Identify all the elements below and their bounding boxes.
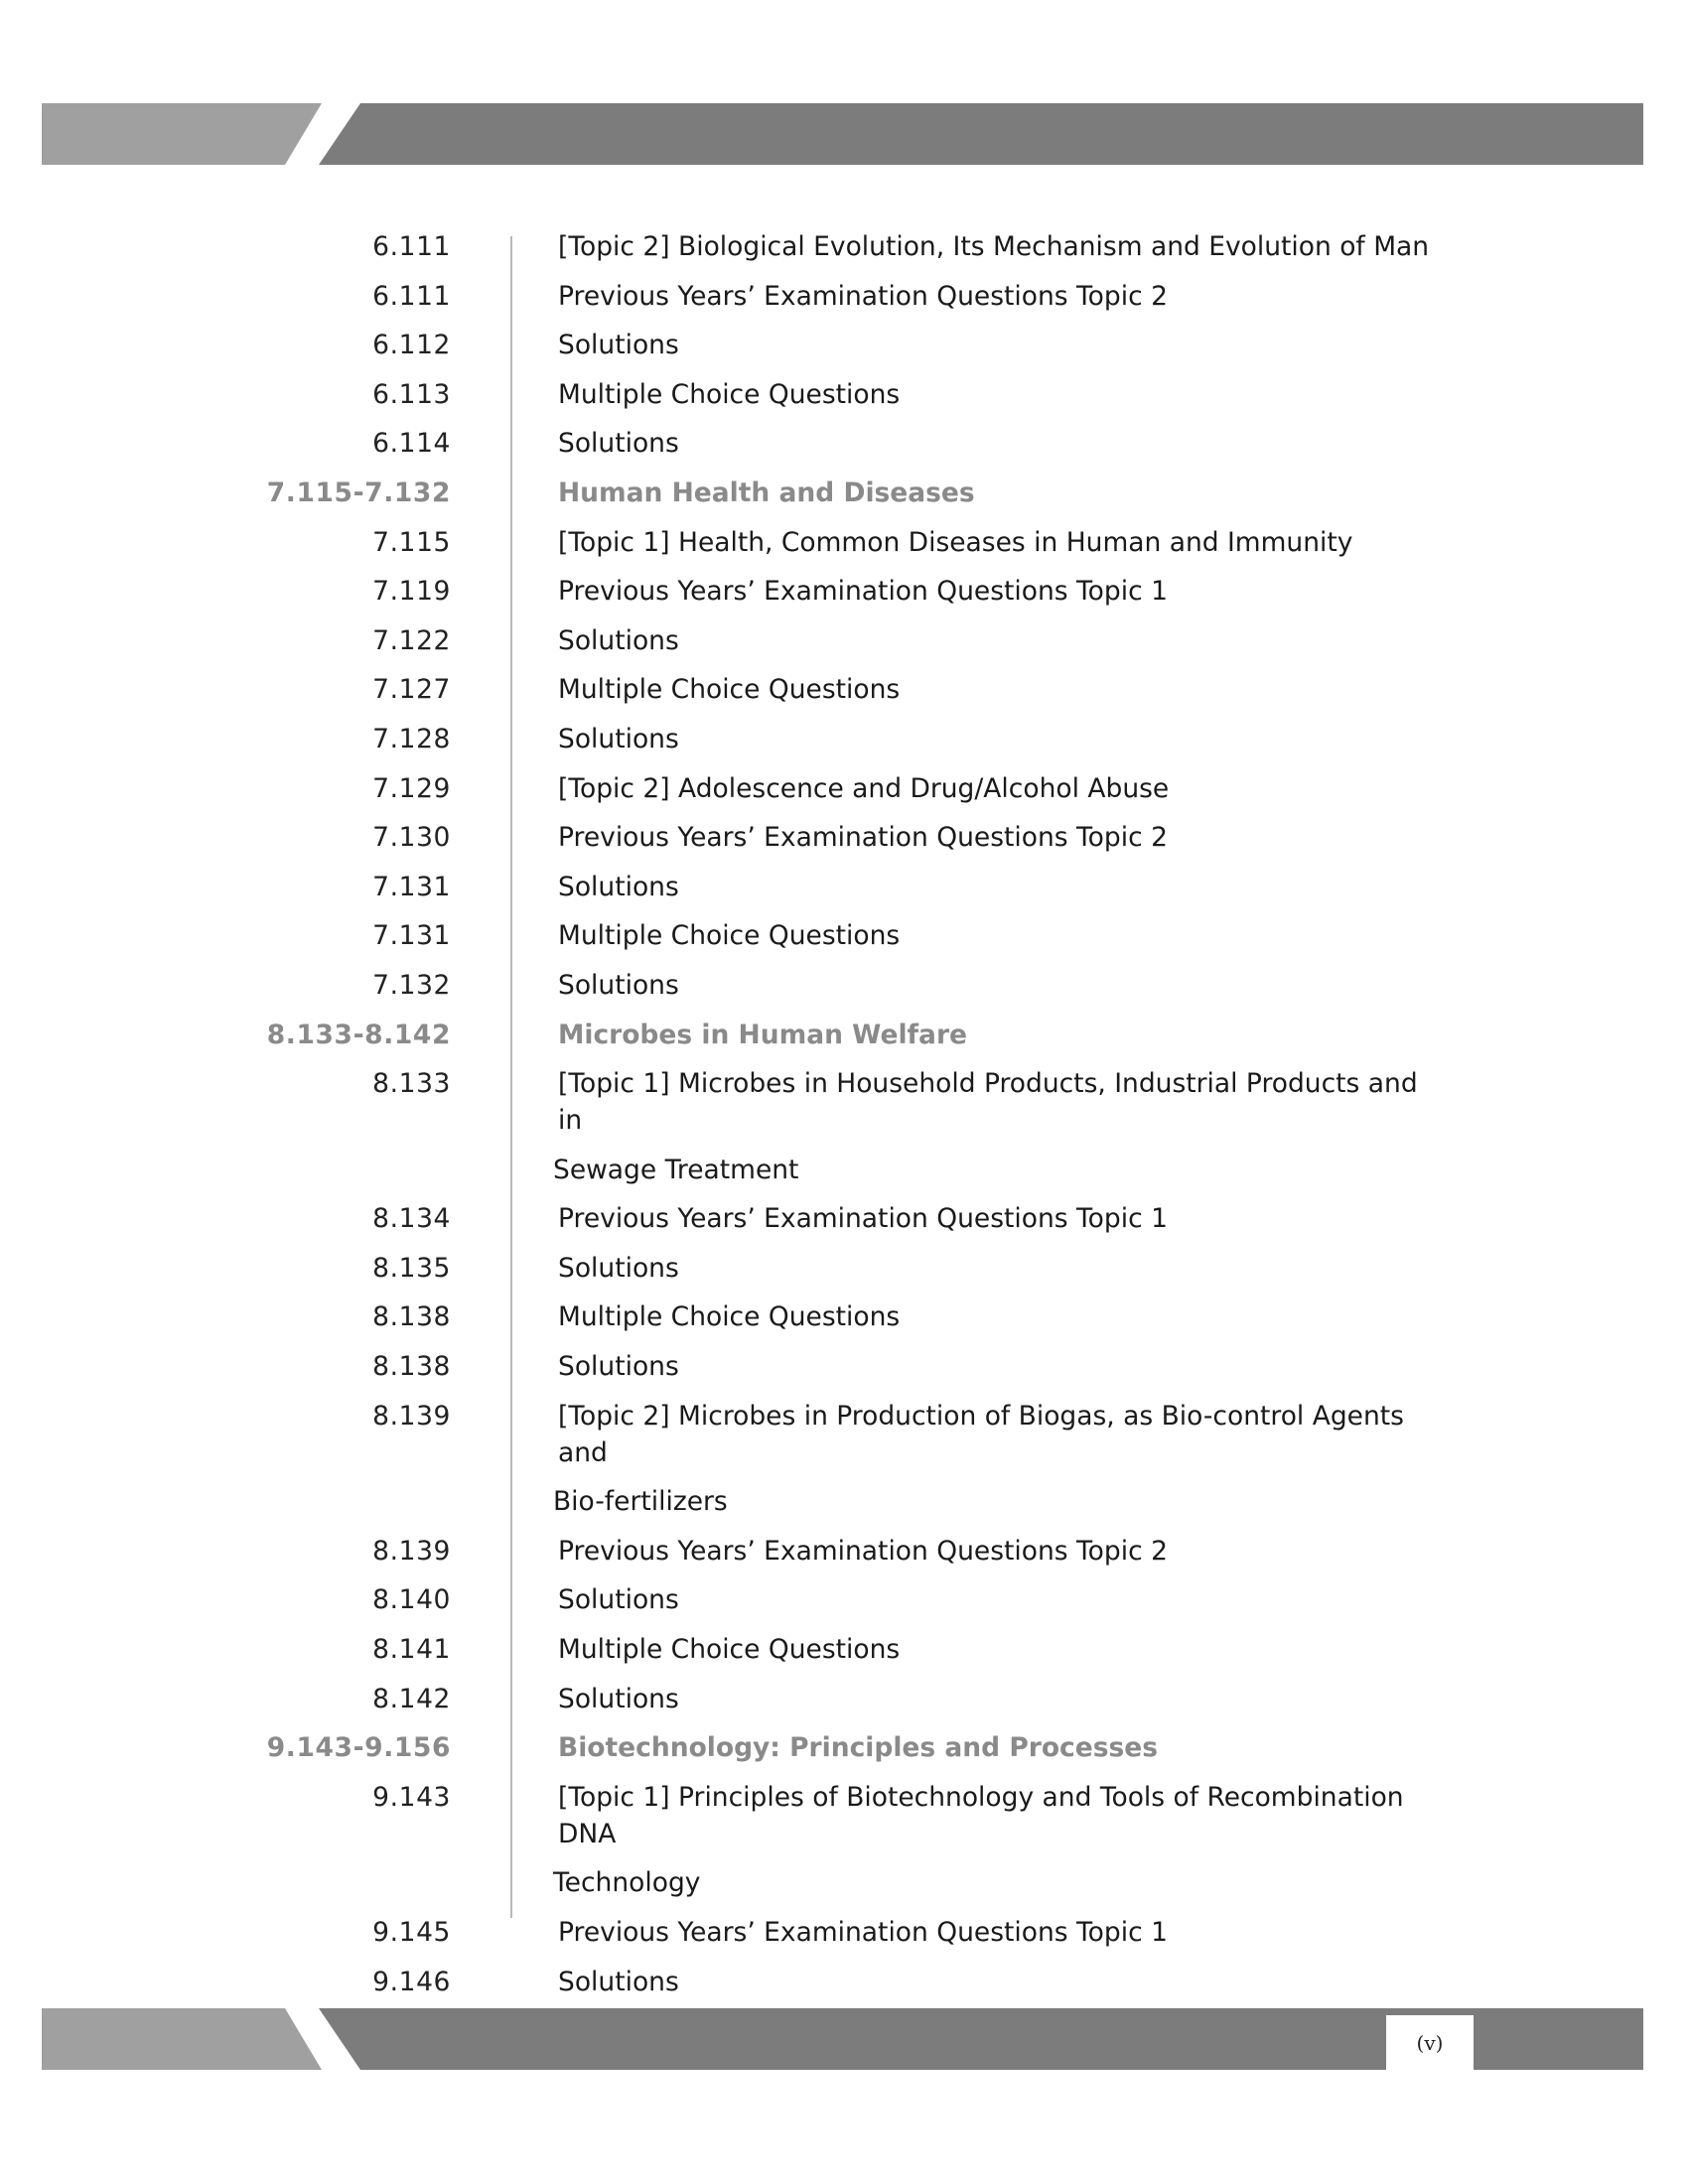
toc-page-number: 7.132 <box>372 969 451 1001</box>
page-number: (v) <box>1386 2015 1474 2071</box>
toc-entry-row <box>0 770 1688 807</box>
toc-entry-row <box>0 721 1688 757</box>
toc-entry-row <box>0 1298 1688 1335</box>
toc-title-text: Biotechnology: Principles and Processes <box>558 1732 1159 1764</box>
toc-entry-title <box>558 1348 1442 1385</box>
toc-page-number: 8.142 <box>372 1683 451 1714</box>
toc-page-number: 8.139 <box>372 1535 451 1567</box>
toc-entry-row <box>0 819 1688 856</box>
header-band <box>42 103 1643 165</box>
toc-page-number: 7.130 <box>372 822 451 854</box>
toc-title-text: Multiple Choice Questions <box>558 674 901 706</box>
toc-title-text: Solutions <box>558 1584 679 1616</box>
toc-page-number: 6.114 <box>372 428 451 460</box>
toc-entry-title <box>558 1250 1442 1287</box>
toc-entry-title <box>558 425 1442 462</box>
toc-page-number: 9.143-9.156 <box>266 1732 451 1764</box>
toc-title-text: Solutions <box>558 871 679 902</box>
toc-page-number: 9.143 <box>372 1781 451 1813</box>
toc-entry-row <box>0 1779 1688 1902</box>
toc-entry-title <box>558 524 1442 561</box>
toc-title-text: Solutions <box>558 1966 679 1997</box>
toc-entry-title <box>558 1581 1442 1618</box>
toc-entry-title <box>558 573 1442 610</box>
toc-entry-title <box>558 228 1442 265</box>
toc-page-number: 8.134 <box>372 1203 451 1235</box>
toc-chapter-row <box>0 475 1688 511</box>
toc-page-number: 8.135 <box>372 1252 451 1284</box>
toc-entry-title <box>558 967 1442 1004</box>
toc-page-number: 6.113 <box>372 378 451 410</box>
toc-title-text: Solutions <box>558 428 679 460</box>
toc-entry-row <box>0 1581 1688 1618</box>
toc-page-number: 8.133-8.142 <box>266 1019 451 1050</box>
toc-entry-title <box>558 1964 1442 2000</box>
toc-entry-title <box>558 376 1442 413</box>
toc-page-number: 7.122 <box>372 624 451 656</box>
toc-page-number: 7.115 <box>372 526 451 558</box>
toc-entry-row <box>0 376 1688 413</box>
toc-title-text: [Topic 2] Microbes in Production of Biogas, as Bio-control Agents and <box>558 1400 1404 1468</box>
toc-entry-title <box>558 1631 1442 1668</box>
toc-entry-row <box>0 573 1688 610</box>
toc-title-text: Previous Years’ Examination Questions Topic 1 <box>558 576 1168 608</box>
toc-page-number: 7.131 <box>372 920 451 952</box>
toc-page-number: 8.138 <box>372 1301 451 1333</box>
toc-title-text: Previous Years’ Examination Questions Topic 1 <box>558 1917 1168 1948</box>
toc-chapter-row <box>0 1729 1688 1766</box>
toc-page-number: 6.111 <box>372 231 451 262</box>
toc-chapter-row <box>0 1017 1688 1053</box>
toc-entry-title <box>558 1914 1442 1951</box>
toc-chapter-title <box>558 1017 1442 1053</box>
toc-page-number: 8.140 <box>372 1584 451 1616</box>
toc-entry-title <box>558 869 1442 905</box>
toc-entry-title <box>558 1200 1442 1237</box>
toc-entry-row <box>0 278 1688 315</box>
toc-entry-row <box>0 228 1688 265</box>
toc-title-text: Multiple Choice Questions <box>558 378 901 410</box>
toc-chapter-title <box>558 1729 1442 1766</box>
toc-page-number: 6.112 <box>372 330 451 361</box>
toc-title-text: Solutions <box>558 624 679 656</box>
toc-entry-title <box>553 1398 1442 1521</box>
toc-entry-row <box>0 1200 1688 1237</box>
toc-title-text: [Topic 2] Biological Evolution, Its Mechanism and Evolution of Man <box>558 231 1430 262</box>
toc-page-number: 8.138 <box>372 1351 451 1383</box>
toc-title-text: Microbes in Human Welfare <box>558 1019 967 1050</box>
toc-title-text: Solutions <box>558 1683 679 1714</box>
toc-page-number: 8.133 <box>372 1068 451 1100</box>
toc-title-text: Previous Years’ Examination Questions Topic 2 <box>558 1535 1168 1567</box>
toc-page-number: 7.127 <box>372 674 451 706</box>
toc-page-number: 7.128 <box>372 723 451 754</box>
toc-title-continuation: Sewage Treatment <box>553 1154 799 1185</box>
toc-entry-title <box>558 819 1442 856</box>
toc-title-text: [Topic 1] Health, Common Diseases in Human and Immunity <box>558 526 1353 558</box>
toc-title-text: Previous Years’ Examination Questions Topic 2 <box>558 280 1168 312</box>
toc-entry-row <box>0 425 1688 462</box>
toc-page-number: 8.141 <box>372 1634 451 1666</box>
toc-title-continuation: Technology <box>553 1867 701 1899</box>
toc-entry-row <box>0 1348 1688 1385</box>
toc-chapter-title <box>558 475 1442 511</box>
toc-title-text: Solutions <box>558 1351 679 1383</box>
toc-title-text: Previous Years’ Examination Questions Topic 1 <box>558 1203 1168 1235</box>
toc-page-number: 9.146 <box>372 1966 451 1997</box>
toc-entry-title <box>558 770 1442 807</box>
toc-entry-row <box>0 1681 1688 1717</box>
toc-title-text: Solutions <box>558 723 679 754</box>
toc-title-text: Solutions <box>558 969 679 1001</box>
toc-title-text: Human Health and Diseases <box>558 477 975 508</box>
toc-entry-row <box>0 869 1688 905</box>
toc-entry-row <box>0 1250 1688 1287</box>
toc-title-text: Multiple Choice Questions <box>558 1634 901 1666</box>
toc-page-number: 9.145 <box>372 1917 451 1948</box>
toc-entry-row <box>0 622 1688 659</box>
toc-title-text: Multiple Choice Questions <box>558 920 901 952</box>
toc-page-number: 6.111 <box>372 280 451 312</box>
toc-page-number: 7.129 <box>372 772 451 804</box>
toc-title-continuation: Bio-fertilizers <box>553 1486 728 1518</box>
table-of-contents <box>0 228 1688 2012</box>
toc-divider-line <box>510 236 512 1918</box>
toc-entry-title <box>558 1681 1442 1717</box>
toc-entry-title <box>553 1065 1442 1188</box>
toc-page-number: 8.139 <box>372 1400 451 1432</box>
toc-page-number: 7.115-7.132 <box>266 477 451 508</box>
toc-entry-row <box>0 1914 1688 1951</box>
toc-entry-title <box>558 278 1442 315</box>
toc-entry-row <box>0 1065 1688 1188</box>
toc-entry-title <box>558 917 1442 954</box>
toc-entry-title <box>558 327 1442 363</box>
toc-title-text: [Topic 2] Adolescence and Drug/Alcohol Abuse <box>558 772 1170 804</box>
toc-entry-title <box>558 721 1442 757</box>
toc-entry-row <box>0 917 1688 954</box>
toc-entry-title <box>558 622 1442 659</box>
toc-entry-row <box>0 1964 1688 2000</box>
toc-title-text: Solutions <box>558 330 679 361</box>
toc-entry-row <box>0 1398 1688 1521</box>
toc-entry-row <box>0 327 1688 363</box>
toc-page-number: 7.131 <box>372 871 451 902</box>
toc-title-text: [Topic 1] Principles of Biotechnology and Tools of Recombination DNA <box>558 1781 1404 1849</box>
toc-entry-title <box>558 1298 1442 1335</box>
toc-title-text: Multiple Choice Questions <box>558 1301 901 1333</box>
toc-entry-row <box>0 967 1688 1004</box>
toc-entry-title <box>558 1533 1442 1570</box>
toc-entry-row <box>0 1631 1688 1668</box>
toc-title-text: [Topic 1] Microbes in Household Products, Industrial Products and in <box>558 1068 1418 1137</box>
toc-title-text: Previous Years’ Examination Questions Topic 2 <box>558 822 1168 854</box>
toc-title-text: Solutions <box>558 1252 679 1284</box>
toc-entry-title <box>558 671 1442 708</box>
toc-entry-row <box>0 524 1688 561</box>
toc-entry-row <box>0 1533 1688 1570</box>
toc-entry-title <box>553 1779 1442 1902</box>
toc-entry-row <box>0 671 1688 708</box>
toc-page-number: 7.119 <box>372 576 451 608</box>
